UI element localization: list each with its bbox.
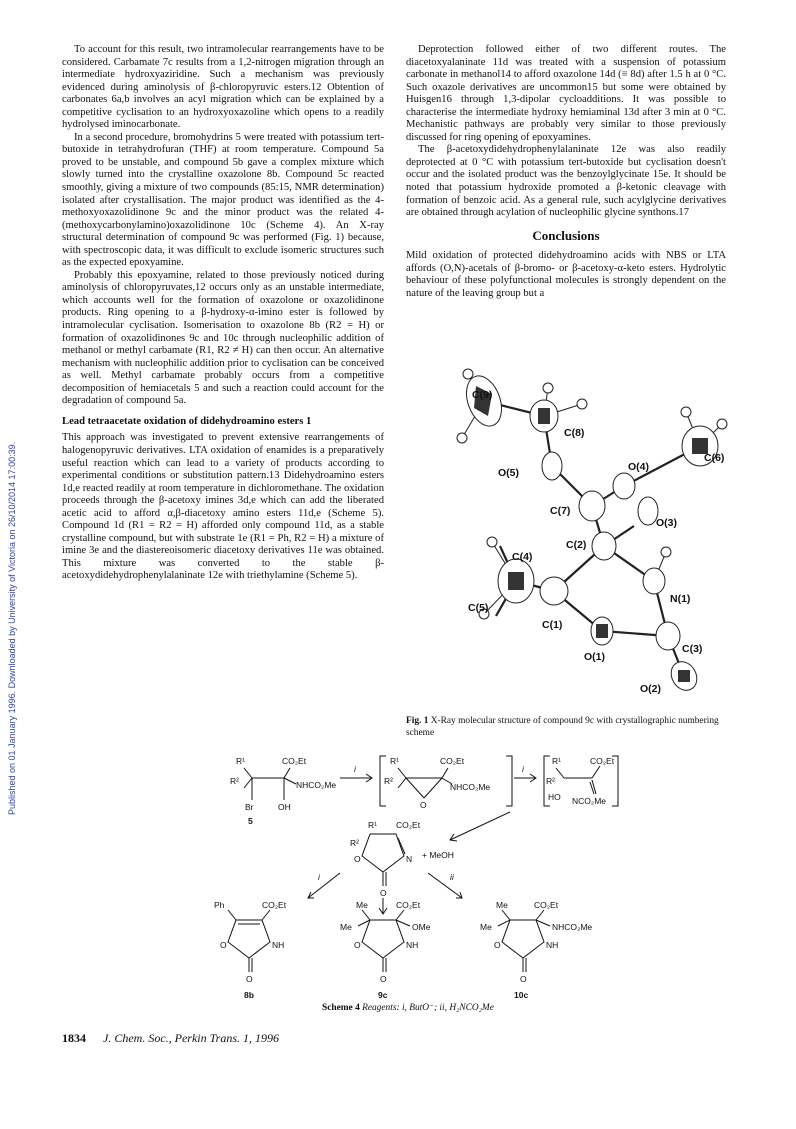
scheme-label: O xyxy=(520,974,527,984)
scheme-label: O xyxy=(380,974,387,984)
compound-number: 10c xyxy=(514,990,529,1000)
scheme-label: CO₂Et xyxy=(396,820,421,830)
scheme-label: HO xyxy=(548,792,561,802)
scheme-label: O xyxy=(380,888,387,898)
scheme-label: CO₂Et xyxy=(282,756,307,766)
scheme-label: NHCO₂Me xyxy=(552,922,593,932)
paragraph: Mild oxidation of protected didehydroamino acids with NBS or LTA affords (O,N)-acetals of β-bromo- or β-acetoxy-α-keto esters. Hydrolytic behaviour of these polyfunctional molecules is strongly dependent on the nature of the leaving group but a xyxy=(406,250,726,299)
scheme-label: Me xyxy=(496,900,508,910)
paragraph: To account for this result, two intramolecular rearrangements have to be considered. Carbamate 7c results from a 1,2-nitrogen migration through an intermediate hydroxyaziridine. Such a mechanism was previously evidenced during aminolysis of β-chloropyruvic esters.12 Obtention of carbonates 6a,b involves an acyl migration which can be explained by a competitive cyclisation to an hydroxyoxazoline which opens to a readily hydrolysed iminocarbonate. xyxy=(62,44,384,131)
compound-number: 9c xyxy=(378,990,388,1000)
scheme-label: O xyxy=(354,940,361,950)
scheme-label: Br xyxy=(245,802,254,812)
paragraph: The β-acetoxydidehydrophenylalaninate 12e was also readily deprotected at 0 °C with potassium tert-butoxide but cyclisation doesn't occur and the isolated product was the benzoylglycinate 15e. It should be noted that potassium hydroxide promoted a β-ketonic cleavage with formation of benzoic acid. As a general rule, such acylglycine derivatives are obtained through acylation of nucleophilic glycine synthons.17 xyxy=(406,144,726,219)
download-notice: Published on 01 January 1996. Downloaded by University of Victoria on 26/10/2014 17:00:39. xyxy=(7,441,17,815)
scheme-caption xyxy=(322,1002,622,1013)
scheme-label: R² xyxy=(384,776,393,786)
atom-label: C(8) xyxy=(564,427,585,439)
atom-label: C(4) xyxy=(512,551,533,563)
section-heading: Lead tetraacetate oxidation of didehydroamino esters 1 xyxy=(62,415,312,427)
scheme-label: CO₂Et xyxy=(396,900,421,910)
scheme-label: R² xyxy=(546,776,555,786)
scheme-label: + MeOH xyxy=(422,850,454,860)
scheme-label: NH xyxy=(406,940,419,950)
scheme-label: NH xyxy=(272,940,285,950)
reagent-label: i xyxy=(318,872,320,882)
reagent-label: ii xyxy=(450,872,454,882)
reagent-label: i xyxy=(354,764,356,774)
atom-label: O(1) xyxy=(584,651,605,663)
section-heading: Conclusions xyxy=(532,227,600,243)
scheme-label: O xyxy=(420,800,427,810)
atom-label: C(9) xyxy=(472,389,493,401)
atom-label: C(6) xyxy=(704,452,725,464)
figure-caption-text: X-Ray molecular structure of compound 9c with crystallographic numbering scheme xyxy=(406,716,719,738)
xray-structure-figure xyxy=(404,346,734,714)
scheme-label: Scheme 4 xyxy=(322,1003,360,1013)
scheme-label: OMe xyxy=(412,922,431,932)
scheme-label: CO₂Et xyxy=(262,900,287,910)
scheme-label: N xyxy=(406,854,413,864)
atom-label: O(4) xyxy=(628,461,649,473)
atom-label: C(1) xyxy=(542,619,563,631)
scheme-label: Me xyxy=(340,922,352,932)
scheme-label: Me xyxy=(480,922,492,932)
paragraph: This approach was investigated to prevent extensive rearrangements of halogenopyruvic derivatives. LTA oxidation of enamides is a preparatively useful reaction which can lead to a variety of products according to experimental conditions or substitution pattern.13 Didehydroamino esters 1d,e reacted readily at room temperature in dichloromethane. The oxidation proceeds through the β-acetoxy imines 3d,e which can add the liberated acetic acid to afford α,β-diacetoxy amino esters 11d,e (Scheme 5). Compound 1d (R1 = R2 = H) afforded only compound 11d, as a stable crystalline compound, but with substrate 1e (R1 = Ph, R2 = H) a mixture of imine 3e and the diastereoisomeric diacetoxy derivatives 11e was obtained. This mixture was converted to the stable β-acetoxydidehydrophenylalaninate 12e with triethylamine (Scheme 5). xyxy=(62,432,384,582)
scheme-label: R² xyxy=(230,776,239,786)
scheme-label: CO₂Et xyxy=(590,756,615,766)
scheme-label: O xyxy=(246,974,253,984)
scheme-label: CO₂Et xyxy=(440,756,465,766)
scheme-label: NCO₂Me xyxy=(572,796,606,806)
page-number: 1834 xyxy=(62,1031,86,1045)
left-column xyxy=(62,44,384,583)
atom-label: O(5) xyxy=(498,467,519,479)
compound-number: 5 xyxy=(248,816,253,826)
atom-label: O(3) xyxy=(656,517,677,529)
paragraph: Deprotection followed either of two different routes. The diacetoxyalaninate 11d was treated with a suspension of potassium carbonate in methanol14 to afford oxazolone 14d (≡ 8d) after 1.5 h at 0 °C. Such oxazole derivatives are uncommon15 but some were obtained by Huisgen16 through 1,3-dipolar cycloadditions. It was possible to characterise the intermediate hydroxy hemiaminal 13d after 3 min at 0 °C. Mechanistic pathways are probably very similar to those previously discussed for ring opening of epoxyamines. xyxy=(406,44,726,143)
paragraph: In a second procedure, bromohydrins 5 were treated with potassium tert-butoxide in tetrahydrofuran (THF) at room temperature. Compound 5a proved to be unstable, and compound 5b gave a complex mixture which slowly turned into the crystalline oxazolone 8b. Compound 5c reacted smoothly, giving a mixture of two compounds (85:15, NMR determination) isolated after crystallisation. The major product was identified as the 4-methoxyoxazolidinone 9c and the minor product was the related 4-(methoxycarbonylamino)oxazolidinone 10c (Scheme 4). An X-ray structural determination of compound 9c was performed (Fig. 1) because, with spectroscopic data, it was difficult to exclude isomeric structures such as the expected epoxyamine. xyxy=(62,131,384,269)
scheme-caption-text: Reagents: i, ButO⁻; ii, H₂NCO₂Me xyxy=(359,1003,494,1013)
journal-citation: J. Chem. Soc., Perkin Trans. 1, 1996 xyxy=(103,1031,279,1045)
atom-label: C(5) xyxy=(468,602,489,614)
compound-number: 8b xyxy=(244,990,254,1000)
scheme-label: O xyxy=(494,940,501,950)
scheme-label: CO₂Et xyxy=(534,900,559,910)
atom-label: O(2) xyxy=(640,683,661,695)
paragraph: Probably this epoxyamine, related to those previously noticed during aminolysis of chloropyruvates,12 occurs only as an unstable intermediate, which accounts well for the formation of oxazolone or oxazolidinone products. Ring opening to a β-hydroxy-α-imino ester is followed by intramolecular cyclisation. Isomerisation to oxazolone 8b (R2 = H) or formation of oxazolidinones 9c and 10c through nucleophilic addition of methanol or methyl carbamate (R1, R2 ≠ H) can then occur. An alternative mechanism with nucleophilic addition prior to cyclisation can be conceived as well. Methyl carbamate probably occurs from a competitive decomposition of hemiacetals 5 and such a reaction could account for the degradation of compound 5a. xyxy=(62,269,384,407)
scheme-label: NHCO₂Me xyxy=(450,782,491,792)
atom-label: N(1) xyxy=(670,593,691,605)
scheme-label: R¹ xyxy=(236,756,245,766)
page-footer xyxy=(62,1031,279,1046)
scheme-label: R² xyxy=(350,838,359,848)
reagent-label: i xyxy=(522,764,524,774)
scheme-label: Me xyxy=(356,900,368,910)
scheme-label: OH xyxy=(278,802,291,812)
scheme-label: R¹ xyxy=(552,756,561,766)
scheme-label: Ph xyxy=(214,900,225,910)
scheme-label: NH xyxy=(546,940,559,950)
atom-label: C(3) xyxy=(682,643,703,655)
scheme-label: O xyxy=(354,854,361,864)
right-column xyxy=(406,44,726,300)
scheme-label: NHCO₂Me xyxy=(296,780,337,790)
scheme-label: O xyxy=(220,940,227,950)
atom-label: C(7) xyxy=(550,505,571,517)
atom-label: C(2) xyxy=(566,539,587,551)
figure-label: Fig. 1 xyxy=(406,716,429,726)
scheme-label: R¹ xyxy=(368,820,377,830)
figure-caption xyxy=(406,716,728,739)
scheme-label: R¹ xyxy=(390,756,399,766)
reaction-scheme xyxy=(200,748,620,1018)
